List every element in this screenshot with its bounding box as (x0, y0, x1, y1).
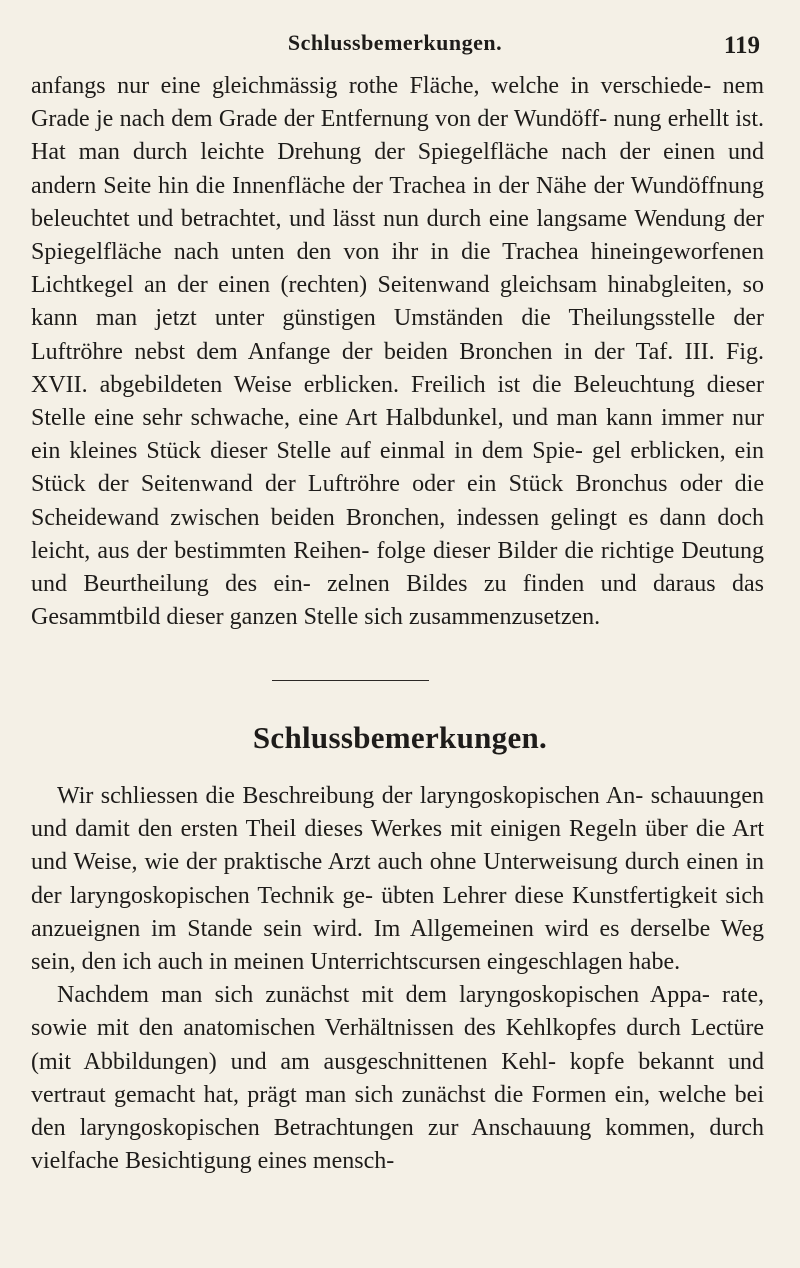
section-text-block (31, 780, 764, 1178)
page-number: 119 (723, 32, 760, 59)
section-paragraph-1: Wir schliessen die Beschreibung der laryngoskopischen An- schauungen und damit den ersten Theil dieses Werkes mit einigen Regeln über die Art und Weise, wie der praktische Arzt auch ohne Unterweisung durch einen in der laryngoskopischen Technik ge- übten Lehrer diese Kunstfertigkeit sich anzueignen im Stande sein wird. Im Allgemeinen wird es derselbe Weg sein, den ich auch in meinen Unterrichtscursen eingeschlagen habe. (31, 783, 764, 976)
section-separator-rule (272, 680, 429, 681)
section-heading: Schlussbemerkungen. (252, 720, 548, 755)
running-title: Schlussbemerkungen. (287, 30, 503, 55)
paragraph-continued: anfangs nur eine gleichmässig rothe Fläche, welche in verschiede- nem Grade je nach dem Grade der Entfernung von der Wundöff- nung erhellt ist. Hat man durch leichte Drehung der Spiegelfläche nach der einen und andern Seite hin die Innenfläche der Trachea in der Nähe der Wundöffnung beleuchtet und betrachtet, und lässt nun durch eine langsame Wendung der Spiegelfläche nach unten den von ihr in die Trachea hineingeworfenen Lichtkegel an der einen (rechten) Seitenwand gleichsam hinabgleiten, so kann man jetzt unter günstigen Umständen die Theilungsstelle der Luftröhre nebst dem Anfange der beiden Bronchen in der Taf. III. Fig. XVII. abgebildeten Weise erblicken. Freilich ist die Beleuchtung dieser Stelle eine sehr schwache, eine Art Halbdunkel, und man kann immer nur ein kleines Stück dieser Stelle auf einmal in dem Spie- gel erblicken, ein Stück der Seitenwand der Luftröhre oder ein Stück Bronchus oder die Scheidewand zwischen beiden Bronchen, indessen gelingt es dann doch leicht, aus der bestimmten Reihen- folge dieser Bilder die richtige Deutung und Beurtheilung des ein- zelnen Bildes zu finden und daraus das Gesammtbild dieser ganzen Stelle sich zusammenzusetzen. (31, 73, 764, 631)
running-head (30, 30, 760, 62)
continued-text-block (31, 70, 764, 634)
section-paragraph-2: Nachdem man sich zunächst mit dem laryngoskopischen Appa- rate, sowie mit den anatomischen Verhältnissen des Kehlkopfes durch Lectüre (mit Abbildungen) und am ausgeschnittenen Kehl- kopfe bekannt und vertraut gemacht hat, prägt man sich zunächst die Formen ein, welche bei den laryngoskopischen Betrachtungen zur Anschauung kommen, durch vielfache Besichtigung eines mensch- (31, 982, 764, 1175)
